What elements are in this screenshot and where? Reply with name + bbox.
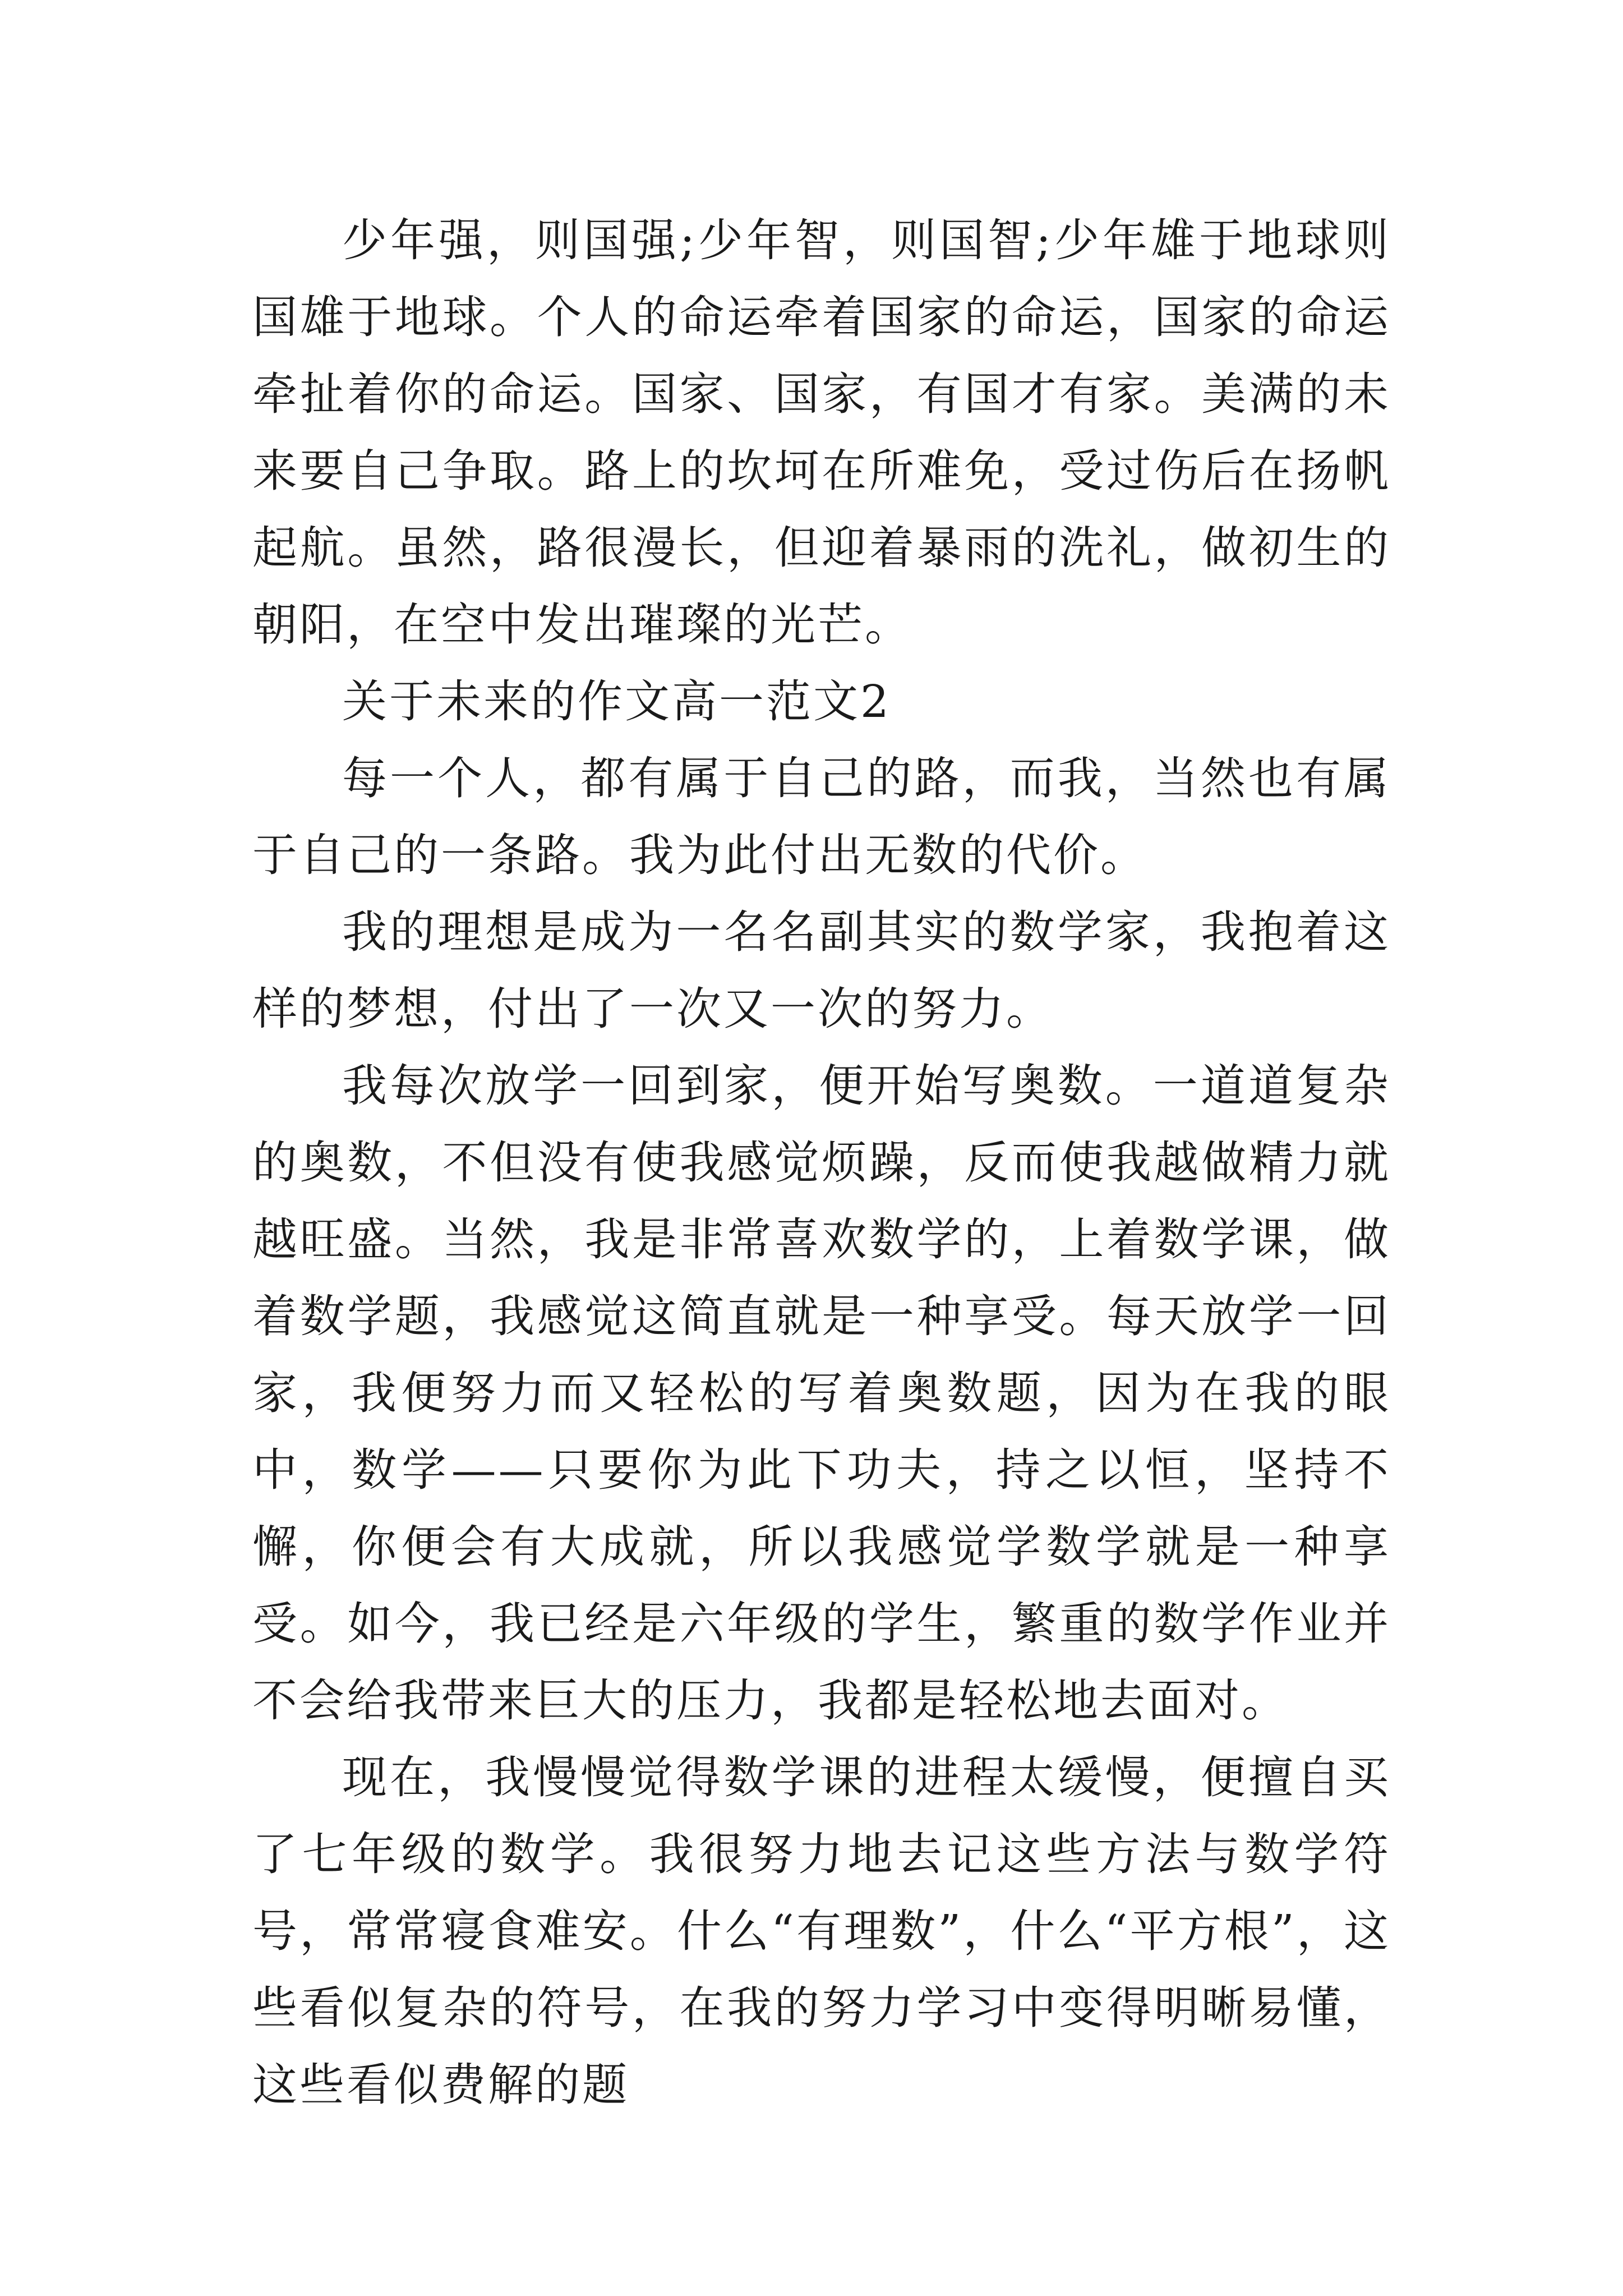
- paragraph-4: 我每次放学一回到家，便开始写奥数。一道道复杂的奥数，不但没有使我感觉烦躁，反而使我越做精力就越旺盛。当然，我是非常喜欢数学的，上着数学课，做着数学题，我感觉这简直就是一种享受。每天放学一回家，我便努力而又轻松的写着奥数题，因为在我的眼中，数学——只要你为此下功夫，持之以恒，坚持不懈，你便会有大成就，所以我感觉学数学就是一种享受。如今，我已经是六年级的学生，繁重的数学作业并不会给我带来巨大的压力，我都是轻松地去面对。: [252, 1060, 1391, 1727]
- document-body: [252, 202, 1391, 2123]
- paragraph-3: 我的理想是成为一名名副其实的数学家，我抱着这样的梦想，付出了一次又一次的努力。: [252, 906, 1391, 1035]
- paragraph-1: 少年强，则国强;少年智，则国智;少年雄于地球则国雄于地球。个人的命运牵着国家的命运，国家的命运牵扯着你的命运。国家、国家，有国才有家。美满的未来要自己争取。路上的坎坷在所难免，受过伤后在扬帆起航。虽然，路很漫长，但迎着暴雨的洗礼，做初生的朝阳，在空中发出璀璨的光芒。: [252, 214, 1391, 651]
- paragraph-5: 现在，我慢慢觉得数学课的进程太缓慢，便擅自买了七年级的数学。我很努力地去记这些方法与数学符号，常常寝食难安。什么“有理数”，什么“平方根”，这些看似复杂的符号，在我的努力学习中变得明晰易懂，这些看似费解的题: [252, 1751, 1391, 2111]
- section-heading: 关于未来的作文高一范文2: [342, 675, 891, 728]
- paragraph-2: 每一个人，都有属于自己的路，而我，当然也有属于自己的一条路。我为此付出无数的代价。: [252, 752, 1391, 881]
